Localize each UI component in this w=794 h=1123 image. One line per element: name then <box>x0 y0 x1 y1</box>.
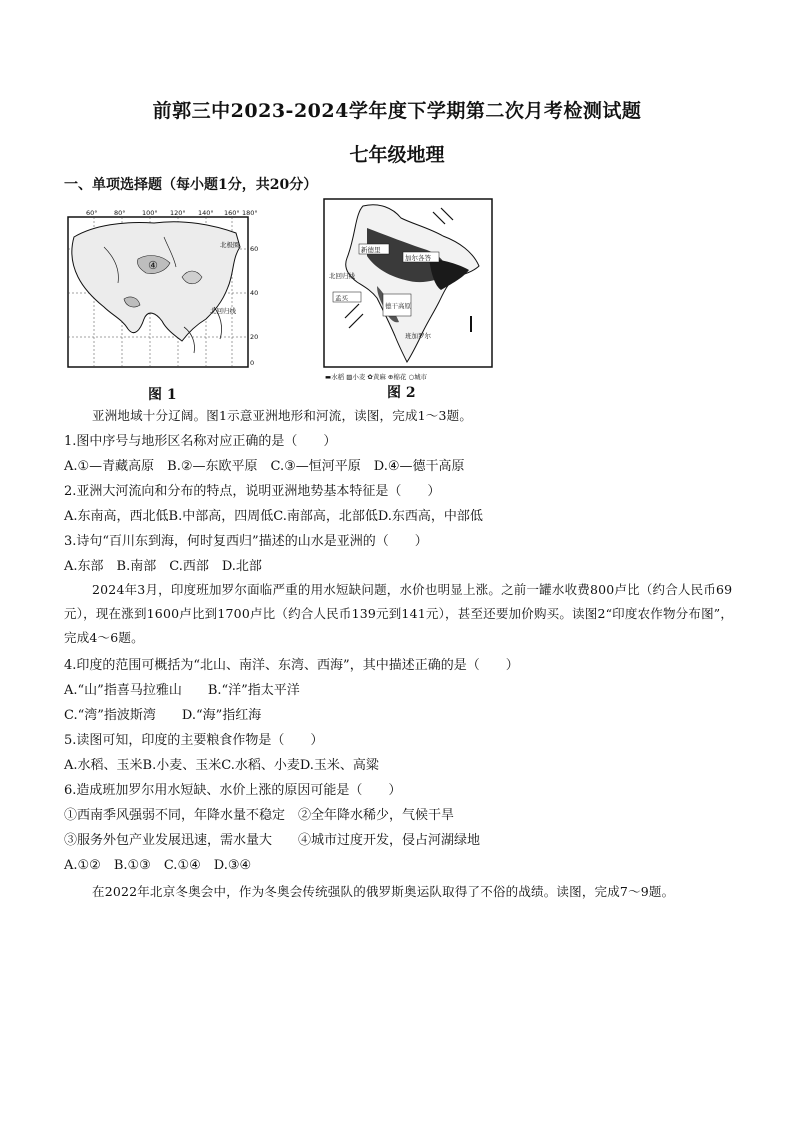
question-5-options: A.水稻、玉米B.小麦、玉米C.水稻、小麦D.玉米、高粱 <box>64 758 379 773</box>
question-6-options: A.①② B.①③ C.①④ D.③④ <box>64 858 252 873</box>
intro-paragraph-1: 亚洲地域十分辽阔。图1示意亚洲地形和河流，读图，完成1～3题。 <box>92 408 473 423</box>
question-3-stem: 3.诗句“百川东到海，何时复西归”描述的山水是亚洲的（ ） <box>64 534 428 549</box>
tick-120: 120° <box>170 209 186 217</box>
label-deccan-plateau: 德干高原 <box>385 302 411 310</box>
question-1-stem: 1.图中序号与地形区名称对应正确的是（ ） <box>64 434 337 449</box>
tick-80: 80° <box>114 209 126 217</box>
question-2-stem: 2.亚洲大河流向和分布的特点，说明亚洲地势基本特征是（ ） <box>64 484 441 499</box>
label-tropic-of-cancer: 北回归线 <box>329 272 355 280</box>
section-heading: 一、单项选择题（每小题1分，共20分） <box>64 177 318 193</box>
figure-1-asia-map <box>64 207 260 369</box>
question-4-stem: 4.印度的范围可概括为“北山、南洋、东湾、西海”，其中描述正确的是（ ） <box>64 658 519 673</box>
question-1-options: A.①—青藏高原 B.②—东欧平原 C.③—恒河平原 D.④—德干高原 <box>64 459 465 474</box>
question-6-choices-34: ③服务外包产业发展迅速，需水量大 ④城市过度开发，侵占河湖绿地 <box>64 833 481 848</box>
intro-paragraph-2: 2024年3月，印度班加罗尔面临严重的用水短缺问题，水价也明显上涨。之前一罐水收费800卢比（约合人民币69元），现在涨到1600卢比到1700卢比（约合人民币139元到141元），甚至还要加价购买。读图2“印度农作物分布图”，完成4～6题。 <box>64 582 734 645</box>
intro-paragraph-3: 在2022年北京冬奥会中，作为冬奥会传统强队的俄罗斯奥运队取得了不俗的战绩。读图，完成7～9题。 <box>92 884 675 899</box>
label-bangalore: 班加罗尔 <box>405 332 431 340</box>
exam-title: 前郭三中2023-2024学年度下学期第二次月考检测试题 <box>152 100 642 122</box>
exam-subtitle: 七年级地理 <box>349 144 445 166</box>
fig1-top-ticks <box>86 209 258 217</box>
question-3-options: A.东部 B.南部 C.西部 D.北部 <box>64 559 262 574</box>
question-2-options: A.东南高，西北低B.中部高，四周低C.南部高，北部低D.东西高，中部低 <box>64 509 483 524</box>
label-new-delhi: 新德里 <box>361 246 381 254</box>
tick-160: 160° <box>224 209 240 217</box>
tick-lat-0: 0 <box>250 359 255 367</box>
tick-lat-20: 20 <box>250 333 259 341</box>
fig2-legend: ▬水稻 ▨小麦 ✿黄麻 ⊕棉花 ○城市 <box>325 373 428 381</box>
label-kolkata: 加尔各答 <box>405 254 431 262</box>
tick-180: 180° <box>242 209 258 217</box>
tick-lat-40: 40 <box>250 289 259 297</box>
figure-1-caption: 图 1 <box>148 387 177 403</box>
tick-60: 60° <box>86 209 98 217</box>
question-4-options-cd: C.“湾”指波斯湾 D.“海”指红海 <box>64 708 262 723</box>
question-6-stem: 6.造成班加罗尔用水短缺、水价上涨的原因可能是（ ） <box>64 783 402 798</box>
question-6-choices-12: ①西南季风强弱不同，年降水量不稳定 ②全年降水稀少，气候干旱 <box>64 808 455 823</box>
map-label-4: ④ <box>148 259 158 272</box>
map-label-tropic: 北回归线 <box>210 307 236 315</box>
tick-lat-60: 60 <box>250 245 259 253</box>
fig1-right-ticks <box>250 245 258 367</box>
figure-2-caption: 图 2 <box>387 385 416 401</box>
question-5-stem: 5.读图可知，印度的主要粮食作物是（ ） <box>64 733 324 748</box>
tick-100: 100° <box>142 209 158 217</box>
map-label-arctic-circle: 北极圈 <box>220 241 240 249</box>
question-4-options-ab: A.“山”指喜马拉雅山 B.“洋”指太平洋 <box>64 683 300 698</box>
figure-2-india-crop-map <box>323 198 493 383</box>
label-mumbai: 孟买 <box>335 294 348 302</box>
tick-140: 140° <box>198 209 214 217</box>
